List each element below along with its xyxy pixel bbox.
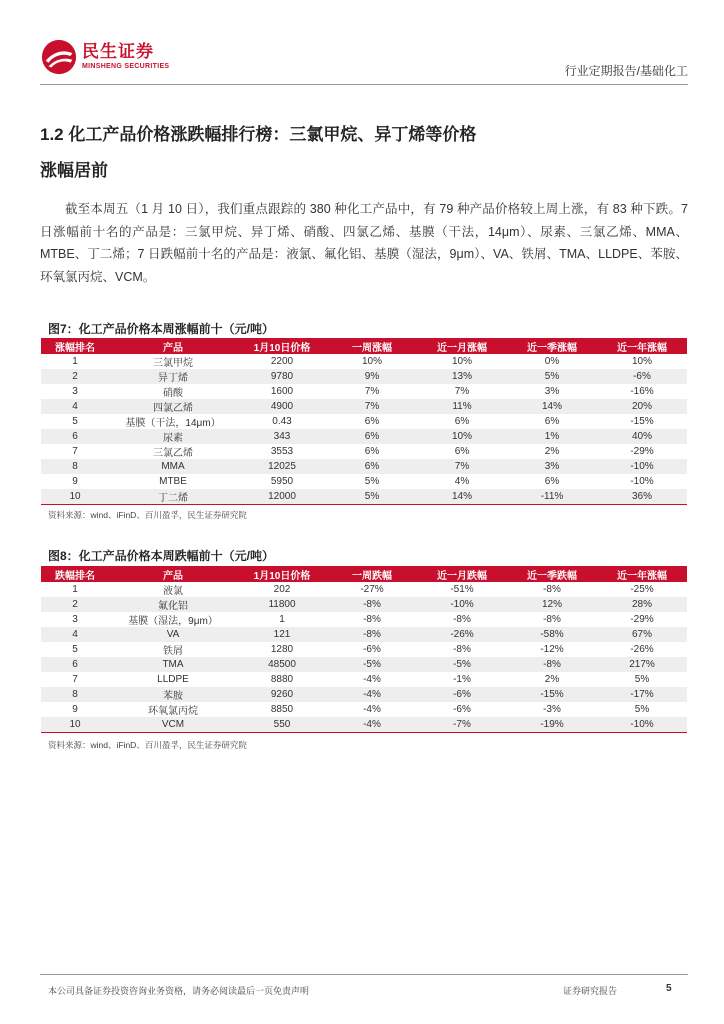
table-cell: 550 bbox=[237, 717, 327, 733]
table-cell: 10% bbox=[451, 356, 472, 367]
footer-divider bbox=[40, 974, 688, 975]
table-cell: 12025 bbox=[237, 459, 327, 474]
table-cell: 6 bbox=[41, 429, 109, 444]
figure7-source: 资料来源：wind、iFinD、百川盈孚，民生证券研究院 bbox=[48, 510, 247, 520]
table-cell: MTBE bbox=[159, 476, 187, 487]
column-header: 跌幅排名 bbox=[41, 566, 109, 582]
table-cell: 4% bbox=[454, 476, 470, 487]
figure8-table bbox=[41, 566, 687, 733]
table-cell: -4% bbox=[363, 674, 381, 685]
table-cell: VCM bbox=[109, 717, 237, 733]
table-cell: -16% bbox=[630, 386, 654, 397]
table-cell: 2% bbox=[544, 446, 560, 457]
table-cell: TMA bbox=[109, 657, 237, 672]
table-cell: -6% bbox=[453, 704, 471, 715]
table-cell: -8% bbox=[453, 614, 471, 625]
table-header-row bbox=[41, 566, 687, 582]
table-cell: 7% bbox=[454, 386, 470, 397]
table-cell: 343 bbox=[237, 429, 327, 444]
column-header: 产品 bbox=[109, 566, 237, 582]
table-cell: -12% bbox=[540, 644, 564, 655]
table-row bbox=[41, 489, 687, 505]
table-cell: -15% bbox=[630, 416, 654, 427]
table-cell: 基膜（湿法，9μm） bbox=[128, 616, 218, 627]
table-cell: -10% bbox=[630, 476, 654, 487]
table-cell: -6% bbox=[363, 644, 381, 655]
table-row bbox=[41, 369, 687, 384]
table-cell: 环氧氯丙烷 bbox=[148, 706, 198, 717]
table-cell: 丁二烯 bbox=[109, 489, 237, 505]
column-header: 近一月跌幅 bbox=[417, 566, 507, 582]
table-cell: 三氯甲烷 bbox=[153, 358, 193, 369]
table-cell: 7 bbox=[72, 446, 78, 457]
table-row bbox=[41, 702, 687, 717]
table-cell: 9% bbox=[327, 369, 417, 384]
figure7-title: 图7：化工产品价格本周涨幅前十（元/吨） bbox=[48, 322, 275, 336]
table-cell: 基膜（干法，14μm） bbox=[125, 418, 221, 429]
table-cell: 苯胺 bbox=[109, 687, 237, 702]
table-cell: -4% bbox=[327, 687, 417, 702]
table-cell: 10% bbox=[417, 429, 507, 444]
table-cell: 36% bbox=[597, 489, 687, 505]
table-cell: 8 bbox=[41, 687, 109, 702]
column-header: 一周跌幅 bbox=[327, 566, 417, 582]
figure8-source: 资料来源：wind、iFinD、百川盈孚，民生证券研究院 bbox=[48, 740, 247, 750]
table-row bbox=[41, 384, 687, 399]
column-header: 产品 bbox=[109, 338, 237, 354]
column-header: 近一年涨幅 bbox=[597, 566, 687, 582]
table-cell: -6% bbox=[597, 369, 687, 384]
table-cell: 6% bbox=[544, 476, 560, 487]
column-header: 1月10日价格 bbox=[237, 566, 327, 582]
column-header: 近一季跌幅 bbox=[507, 566, 597, 582]
table-cell: 1280 bbox=[270, 644, 294, 655]
company-logo bbox=[40, 38, 169, 76]
table-cell: 9 bbox=[72, 476, 78, 487]
table-cell: 四氯乙烯 bbox=[109, 399, 237, 414]
table-row bbox=[41, 597, 687, 612]
table-cell: 5 bbox=[72, 644, 78, 655]
footer-disclaimer: 本公司具备证券投资咨询业务资格，请务必阅读最后一页免责声明 bbox=[48, 986, 310, 996]
table-cell: 0% bbox=[544, 356, 560, 367]
table-cell: -8% bbox=[327, 597, 417, 612]
table-cell: 液氯 bbox=[163, 586, 183, 597]
table-cell: 5 bbox=[72, 416, 78, 427]
table-cell: -7% bbox=[417, 717, 507, 733]
table-cell: 11800 bbox=[237, 597, 327, 612]
section-title-line1: 1.2 化工产品价格涨跌幅排行榜：三氯甲烷、异丁烯等价格 bbox=[40, 125, 477, 144]
table-cell: 10 bbox=[41, 717, 109, 733]
table-cell: -3% bbox=[543, 704, 561, 715]
table-cell: 4 bbox=[41, 627, 109, 642]
table-row bbox=[41, 459, 687, 474]
table-cell: 12% bbox=[507, 597, 597, 612]
table-cell: 20% bbox=[597, 399, 687, 414]
table-cell: LLDPE bbox=[157, 674, 189, 685]
table-cell: 13% bbox=[417, 369, 507, 384]
table-cell: -8% bbox=[363, 614, 381, 625]
column-header: 一周涨幅 bbox=[327, 338, 417, 354]
table-cell: -19% bbox=[507, 717, 597, 733]
table-cell: 0.43 bbox=[272, 416, 292, 427]
page-number: 5 bbox=[666, 983, 672, 994]
table-cell: -5% bbox=[417, 657, 507, 672]
table-cell: -25% bbox=[630, 584, 654, 595]
table-cell: 6% bbox=[327, 459, 417, 474]
report-category: 行业定期报告/基础化工 bbox=[564, 64, 688, 78]
table-cell: 10% bbox=[631, 356, 652, 367]
table-cell: 氟化铝 bbox=[109, 597, 237, 612]
table-cell: 7% bbox=[327, 399, 417, 414]
table-cell: -4% bbox=[327, 717, 417, 733]
table-cell: 67% bbox=[597, 627, 687, 642]
table-cell: 2200 bbox=[270, 356, 294, 367]
minsheng-logo-icon bbox=[40, 38, 78, 76]
table-cell: 3 bbox=[72, 386, 78, 397]
table-cell: 异丁烯 bbox=[109, 369, 237, 384]
table-cell: 10% bbox=[361, 356, 382, 367]
table-cell: MMA bbox=[109, 459, 237, 474]
table-cell: 5% bbox=[327, 489, 417, 505]
table-cell: 4 bbox=[41, 399, 109, 414]
column-header: 近一年涨幅 bbox=[597, 338, 687, 354]
table-row bbox=[41, 627, 687, 642]
column-header: 涨幅排名 bbox=[41, 338, 109, 354]
table-cell: -15% bbox=[507, 687, 597, 702]
footer-report-type: 证券研究报告 bbox=[563, 986, 618, 996]
table-cell: -58% bbox=[507, 627, 597, 642]
page-header bbox=[40, 38, 688, 78]
column-header: 近一季涨幅 bbox=[507, 338, 597, 354]
summary-paragraph: 截至本周五（1 月 10 日），我们重点跟踪的 380 种化工产品中，有 79 种产品价格较上周上涨，有 83 种下跌。7 日涨幅前十名的产品是：三氯甲烷、异丁烯、硝酸、四氯乙烯、基膜（干法，14μm）、尿素、三氯乙烯、MMA、MTBE、丁二烯；7 日跌幅前十名的产品是：液氯、氟化铝、基膜（湿法，9μm）、VA、铁屑、TMA、LLDPE、苯胺、环氧氯丙烷、VCM。 bbox=[40, 202, 688, 284]
table-cell: 尿素 bbox=[109, 429, 237, 444]
table-cell: 48500 bbox=[237, 657, 327, 672]
table-cell: -8% bbox=[327, 627, 417, 642]
table-cell: 202 bbox=[273, 584, 291, 595]
table-cell: -8% bbox=[543, 584, 561, 595]
table-cell: 14% bbox=[507, 399, 597, 414]
figure7-table bbox=[41, 338, 687, 505]
table-cell: 5% bbox=[507, 369, 597, 384]
table-cell: 5% bbox=[364, 476, 380, 487]
table-cell: -10% bbox=[597, 717, 687, 733]
table-cell: 11% bbox=[417, 399, 507, 414]
table-cell: 2 bbox=[41, 597, 109, 612]
table-cell: 7% bbox=[417, 459, 507, 474]
table-cell: 6% bbox=[454, 446, 470, 457]
table-cell: 121 bbox=[237, 627, 327, 642]
table-cell: -10% bbox=[417, 597, 507, 612]
table-cell: 1 bbox=[279, 614, 285, 625]
table-cell: 硝酸 bbox=[163, 388, 183, 399]
column-header: 近一月涨幅 bbox=[417, 338, 507, 354]
table-cell: 3553 bbox=[270, 446, 294, 457]
table-cell: -27% bbox=[360, 584, 384, 595]
table-cell: -26% bbox=[630, 644, 654, 655]
table-cell: 3 bbox=[72, 614, 78, 625]
table-cell: 1 bbox=[72, 356, 78, 367]
table-cell: 3% bbox=[544, 386, 560, 397]
table-cell: 5% bbox=[634, 674, 650, 685]
table-cell: -29% bbox=[630, 446, 654, 457]
table-row bbox=[41, 414, 687, 429]
table-cell: 12000 bbox=[237, 489, 327, 505]
table-row bbox=[41, 444, 687, 459]
table-cell: -11% bbox=[507, 489, 597, 505]
table-row bbox=[41, 399, 687, 414]
table-cell: -5% bbox=[327, 657, 417, 672]
table-cell: 14% bbox=[417, 489, 507, 505]
table-cell: 40% bbox=[597, 429, 687, 444]
table-cell: -8% bbox=[543, 614, 561, 625]
table-cell: 铁屑 bbox=[163, 646, 183, 657]
table-cell: 5950 bbox=[270, 476, 294, 487]
table-cell: 6 bbox=[41, 657, 109, 672]
figure8-title: 图8：化工产品价格本周跌幅前十（元/吨） bbox=[48, 549, 275, 563]
table-cell: 7% bbox=[364, 386, 380, 397]
header-divider bbox=[40, 84, 688, 85]
table-cell: 6% bbox=[454, 416, 470, 427]
table-row bbox=[41, 642, 687, 657]
table-row bbox=[41, 612, 687, 627]
logo-english-name: MINSHENG SECURITIES bbox=[82, 63, 170, 70]
table-cell: 4900 bbox=[237, 399, 327, 414]
table-cell: -17% bbox=[597, 687, 687, 702]
table-row bbox=[41, 582, 687, 597]
table-cell: 8 bbox=[41, 459, 109, 474]
table-header-row bbox=[41, 338, 687, 354]
table-cell: 9 bbox=[72, 704, 78, 715]
table-cell: 6% bbox=[364, 416, 380, 427]
table-cell: 3% bbox=[507, 459, 597, 474]
table-cell: 1 bbox=[72, 584, 78, 595]
table-cell: 8880 bbox=[270, 674, 294, 685]
table-cell: 6% bbox=[364, 446, 380, 457]
table-cell: 1600 bbox=[270, 386, 294, 397]
table-cell: 9780 bbox=[237, 369, 327, 384]
table-row bbox=[41, 717, 687, 733]
table-cell: 9260 bbox=[237, 687, 327, 702]
table-cell: 8850 bbox=[270, 704, 294, 715]
table-cell: 1% bbox=[507, 429, 597, 444]
table-cell: 2 bbox=[41, 369, 109, 384]
table-cell: 三氯乙烯 bbox=[153, 448, 193, 459]
table-row bbox=[41, 687, 687, 702]
table-cell: 10 bbox=[41, 489, 109, 505]
table-cell: 217% bbox=[597, 657, 687, 672]
table-cell: 6% bbox=[327, 429, 417, 444]
table-cell: VA bbox=[109, 627, 237, 642]
table-cell: 2% bbox=[544, 674, 560, 685]
table-cell: -8% bbox=[453, 644, 471, 655]
table-cell: 5% bbox=[634, 704, 650, 715]
logo-chinese-name: 民生证券 bbox=[82, 42, 154, 61]
table-row bbox=[41, 672, 687, 687]
table-row bbox=[41, 657, 687, 672]
table-cell: -51% bbox=[450, 584, 474, 595]
table-cell: -6% bbox=[417, 687, 507, 702]
table-cell: 7 bbox=[72, 674, 78, 685]
table-cell: -26% bbox=[417, 627, 507, 642]
table-cell: -8% bbox=[507, 657, 597, 672]
figure7-table-body bbox=[41, 354, 687, 505]
table-cell: -1% bbox=[453, 674, 471, 685]
table-cell: 6% bbox=[544, 416, 560, 427]
table-row bbox=[41, 429, 687, 444]
table-row bbox=[41, 354, 687, 369]
table-cell: -29% bbox=[630, 614, 654, 625]
column-header: 1月10日价格 bbox=[237, 338, 327, 354]
table-cell: -10% bbox=[597, 459, 687, 474]
table-cell: -4% bbox=[363, 704, 381, 715]
table-row bbox=[41, 474, 687, 489]
figure8-table-body bbox=[41, 582, 687, 733]
table-cell: 28% bbox=[597, 597, 687, 612]
section-title-line2: 涨幅居前 bbox=[40, 161, 108, 180]
